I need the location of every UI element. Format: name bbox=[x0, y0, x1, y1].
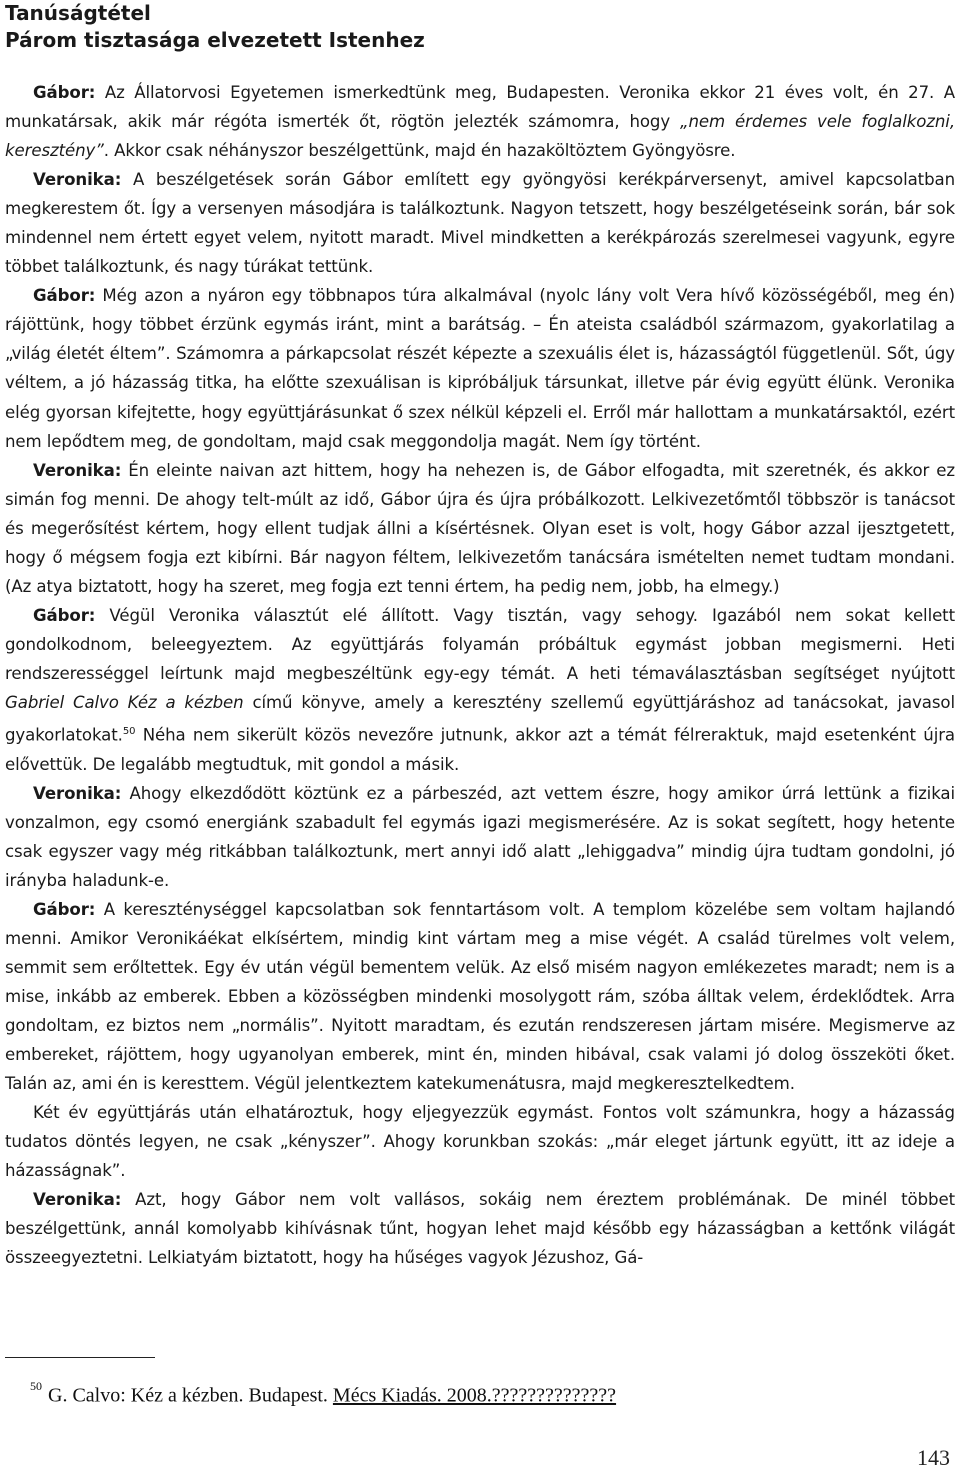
speaker-label: Veronika: bbox=[33, 1190, 122, 1210]
footnote-publisher-link[interactable]: Mécs Kiadás. 2008.?????????????? bbox=[332, 1384, 617, 1407]
paragraph bbox=[5, 779, 955, 895]
italic-text: Gabriel Calvo Kéz a kézben bbox=[5, 692, 244, 712]
footnote-divider bbox=[5, 1357, 155, 1358]
paragraph-text: Néha nem sikerült közös nevezőre jutnunk, akkor azt a témát félreraktuk, majd esetenként újra elővettük. De legalább megtudtuk, mit gondol a másik. bbox=[5, 725, 955, 774]
paragraph bbox=[5, 601, 955, 779]
paragraph-text: Végül Veronika választút elé állított. Vagy tisztán, vagy sehogy. Igazából nem sokat kellett gondolkodnom, beleegyeztem. Az együttjárás folyamán próbáltuk egymást jobban megismerni. Heti rendszerességgel leírtunk majd megbeszéltünk egy-egy témát. A heti témaválasztásban segítséget nyújtott bbox=[5, 605, 955, 683]
testimony-body bbox=[5, 78, 955, 1272]
paragraph-text: Két év együttjárás után elhatároztuk, hogy eljegyezzük egymást. Fontos volt számunkra, hogy a házasság tudatos döntés legyen, ne csak „kényszer”. Ahogy korunkban szokás: „már eleget jártunk együtt, itt az ideje a házasságnak”. bbox=[5, 1103, 955, 1181]
paragraph-text: című könyve, amely a keresztény szellemű együttjáráshoz ad tanácsokat, javasol gyakorlatokat. bbox=[5, 692, 955, 745]
page-subtitle: Párom tisztasága elvezetett Istenhez bbox=[5, 28, 425, 52]
paragraph-text: Ahogy elkezdődött köztünk ez a párbeszéd, azt vettem észre, hogy amikor úrrá lettünk a fizikai vonzalmon, egy csomó energiánk szabadult fel egymás igazi megismerésére. Az is sokat segített, hogy hetente csak egyszer vagy még ritkábban találkoztunk, mert annyi idő alatt „lehiggadva” mindig újra tudtam gondolni, jó irányba haladunk-e. bbox=[5, 783, 955, 890]
footnote-text: G. Calvo: Kéz a kézben. Budapest. bbox=[48, 1384, 333, 1407]
speaker-label: Veronika: bbox=[33, 170, 122, 190]
paragraph bbox=[5, 456, 955, 601]
paragraph bbox=[5, 165, 955, 281]
speaker-label: Veronika: bbox=[33, 783, 122, 803]
page-title: Tanúságtétel bbox=[5, 1, 151, 25]
page-number: 143 bbox=[917, 1445, 950, 1470]
paragraph-text: . Akkor csak néhányszor beszélgettünk, majd én hazaköltöztem Gyöngyösre. bbox=[103, 141, 736, 161]
speaker-label: Gábor: bbox=[33, 605, 96, 625]
speaker-label: Gábor: bbox=[33, 899, 96, 919]
paragraph bbox=[5, 895, 955, 1098]
footnote bbox=[30, 1379, 617, 1408]
paragraph-text: Még azon a nyáron egy többnapos túra alkalmával (nyolc lány volt Vera hívő közösségéből, meg én) rájöttünk, hogy többet érzünk egymás iránt, mint a barátság. – Én ateista családból származom, gyakorlatilag a „világ életét éltem”. Számomra a párkapcsolat részét képezte a szexuális élet is, házasságtól függetlenül. Sőt, úgy véltem, a jó házasság titka, ha előtte szexuálisan is kipróbáljuk társunkat, illetve pár évig együtt élünk. Veronika elég gyorsan kifejtette, hogy együttjárásunkat ő szex nélkül képzeli el. Erről már hallottam a munkatársaktól, ezért nem lepődtem meg, de gondoltam, majd csak meggondolja magát. Nem így történt. bbox=[5, 286, 955, 451]
paragraph-text: Azt, hogy Gábor nem volt vallásos, sokáig nem éreztem problémának. De minél többet beszélgettünk, annál komolyabb kihívásnak tűnt, hogyan lehet majd később egy házasságban a kettőnk világát összeegyeztetni. Lelkiatyám biztatott, hogy ha hűséges vagyok Jézushoz, Gá- bbox=[5, 1190, 955, 1268]
speaker-label: Veronika: bbox=[33, 460, 122, 480]
paragraph-text: A kereszténységgel kapcsolatban sok fenntartásom volt. A templom közelébe sem voltam hajlandó menni. Amikor Veronikáékat elkísértem, mindig kint vártam meg a mise végét. A család türelmes volt velem, semmit sem erőltettek. Egy év után végül bementem velük. Az első misém nagyon emlékezetes maradt; nem is a mise, inkább az emberek. Ebben a közösségben mindenki mosolygott rám, szóba álltak velem, érdeklődtek. Arra gondoltam, ez biztos nem „normális”. Nyitott maradtam, és ezután rendszeresen jártam misére. Megismerve az embereket, rájöttem, hogy ugyanolyan emberek, mint én, minden hibával, csak valami jó dolog összeköti őket. Talán az, ami én is keresttem. Végül jelentkeztem katekumenátusra, majd megkeresztelkedtem. bbox=[5, 899, 955, 1094]
paragraph bbox=[5, 1185, 955, 1272]
speaker-label: Gábor: bbox=[33, 286, 96, 306]
paragraph-text: Én eleinte naivan azt hittem, hogy ha nehezen is, de Gábor elfogadta, mit szeretnék, és akkor ez simán fog menni. De ahogy telt-múlt az idő, Gábor újra és újra próbálkozott. Lelkivezetőmtől többször is tanácsot és megerősítést kértem, hogy ellent tudjak állni a kísértésnek. Olyan eset is volt, hogy Gábor azzal ijesztgetett, hogy ő mégsem fogja ezt kibírni. Bár nagyon féltem, lelkivezetőm tanácsára ismételten nemet tudtam mondani. (Az atya biztatott, hogy ha szeret, meg fogja ezt tenni értem, ha pedig nem, jobb, ha elmegy.) bbox=[5, 460, 955, 596]
footnote-reference: 50 bbox=[122, 726, 136, 738]
speaker-label: Gábor: bbox=[33, 83, 96, 102]
paragraph bbox=[5, 1098, 955, 1185]
paragraph bbox=[5, 281, 955, 455]
footnote-number: 50 bbox=[30, 1379, 42, 1393]
italic-text: „nem érdemes vele foglalkozni, keresztény” bbox=[5, 112, 955, 161]
paragraph bbox=[5, 78, 955, 165]
paragraph-text: Az Állatorvosi Egyetemen ismerkedtünk meg, Budapesten. Veronika ekkor 21 éves volt, én 27. A munkatársak, akik már régóta ismerték őt, rögtön jelezték számomra, hogy bbox=[5, 83, 955, 132]
paragraph-text: A beszélgetések során Gábor említett egy gyöngyösi kerékpárversenyt, amivel kapcsolatban megkerestem őt. Így a versenyen másodjára is találkoztunk. Nagyon tetszett, hogy beszélgetéseink során, bár sok mindennel nem értett egyet velem, nyitott maradt. Mivel mindketten a kerékpározás szerelmesei vagyunk, egyre többet találkoztunk, és nagy túrákat tettünk. bbox=[5, 170, 955, 277]
